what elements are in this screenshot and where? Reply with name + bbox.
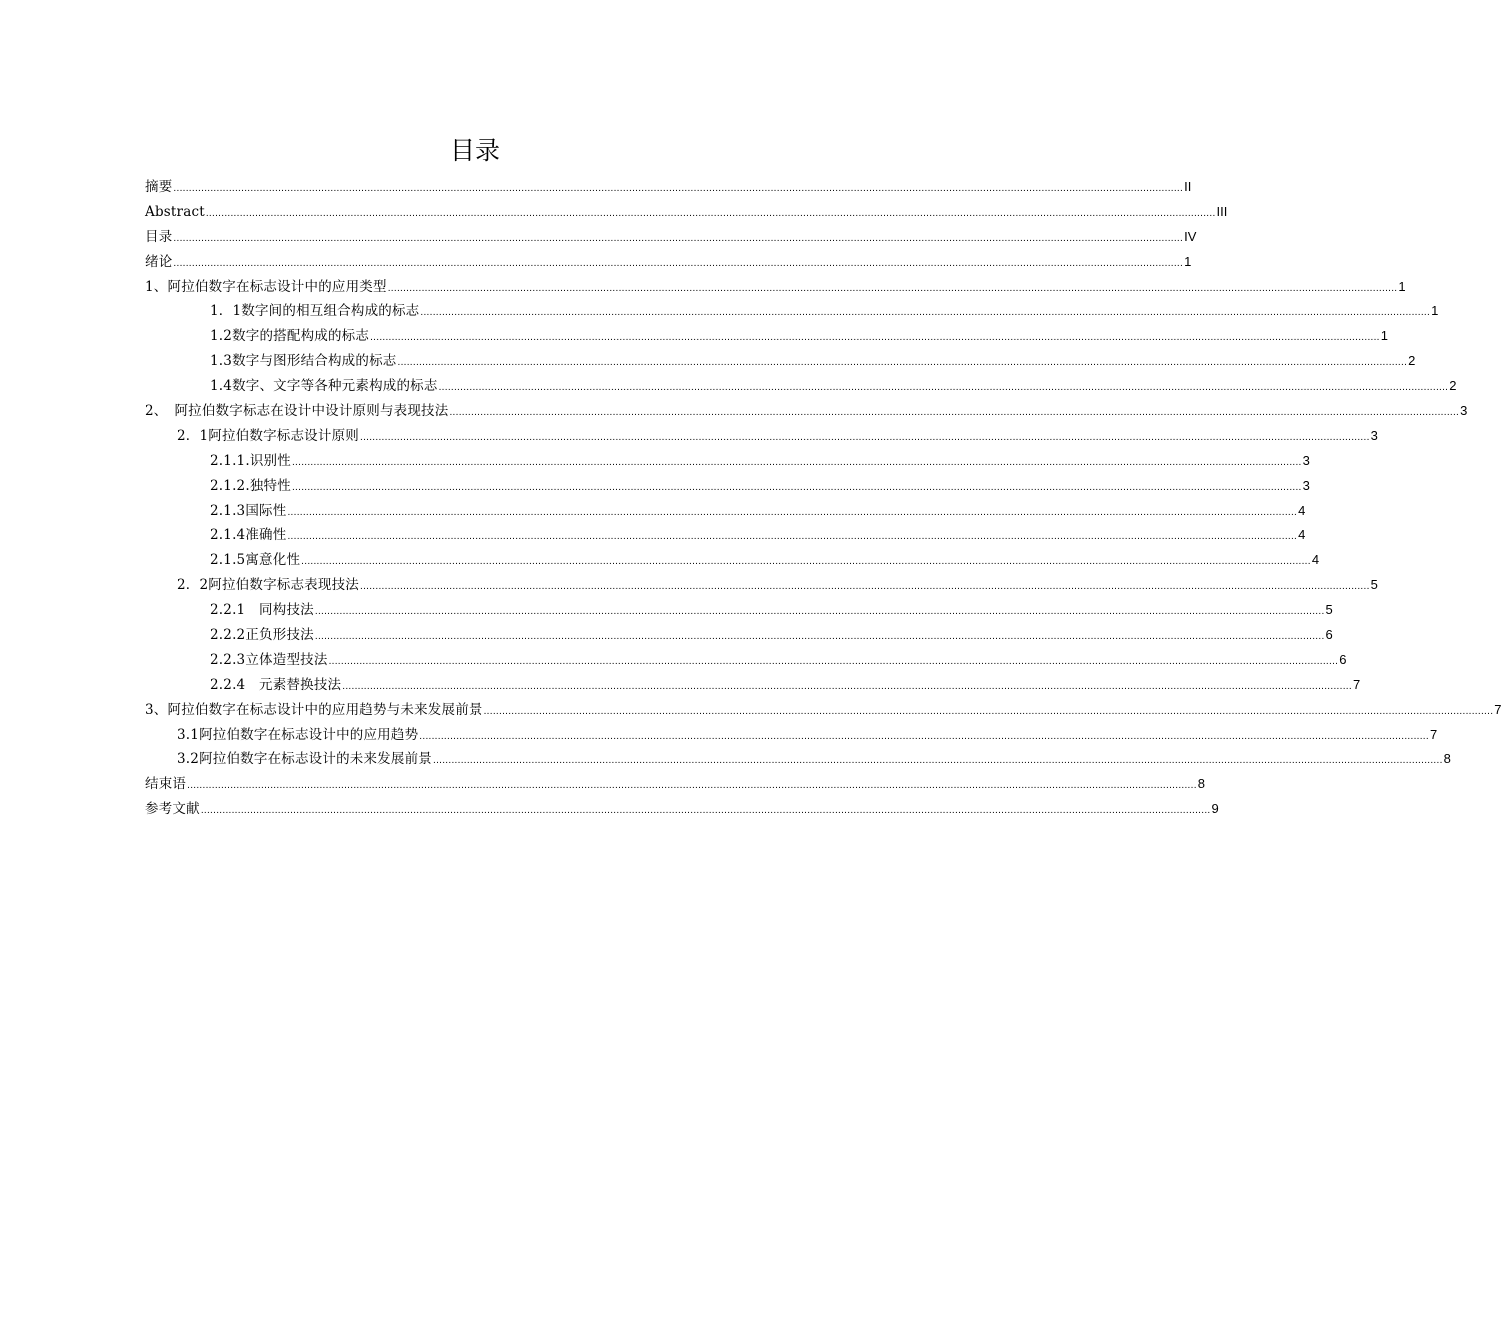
toc-entry[interactable] (145, 797, 1219, 822)
toc-entry[interactable] (145, 225, 1197, 250)
toc-page-number: 1 (1398, 278, 1406, 294)
toc-page-number: 2 (1449, 378, 1457, 394)
toc-entry-text: 1.2数字的搭配构成的标志 (210, 328, 370, 345)
toc-dot-leader: ........................................................................................................................................................................................................................................................................................................................................ (291, 481, 1302, 493)
toc-dot-leader: ........................................................................................................................................................................................................................................................................................................................................ (314, 631, 1325, 643)
toc-entry-text: 2．1阿拉伯数字标志设计原则 (177, 427, 359, 444)
toc-entry-text: 1．1数字间的相互组合构成的标志 (210, 303, 420, 320)
toc-dot-leader: ........................................................................................................................................................................................................................................................................................................................................ (187, 780, 1197, 792)
toc-page-number: 5 (1370, 577, 1378, 593)
toc-dot-leader: ........................................................................................................................................................................................................................................................................................................................................ (359, 431, 1370, 443)
toc-dot-leader: ........................................................................................................................................................................................................................................................................................................................................ (359, 581, 1370, 593)
toc-page-number: 2 (1408, 353, 1416, 369)
toc-dot-leader: ........................................................................................................................................................................................................................................................................................................................................ (449, 407, 1460, 419)
toc-page-number: 4 (1298, 502, 1306, 518)
toc-entry-text: 2.2.4 元素替换技法 (210, 676, 342, 693)
toc-page-number: IV (1184, 228, 1197, 244)
toc-entry-text: 2.1.5寓意化性 (210, 552, 301, 569)
toc-page-number: II (1184, 179, 1192, 194)
toc-entry[interactable] (145, 474, 1310, 499)
toc-entry-text: 结束语 (145, 776, 187, 793)
toc-dot-leader: ........................................................................................................................................................................................................................................................................................................................................ (342, 680, 1352, 692)
toc-entry-text: 2.1.1.识别性 (210, 452, 291, 469)
toc-entry[interactable] (145, 324, 1388, 349)
toc-dot-leader: ........................................................................................................................................................................................................................................................................................................................................ (205, 207, 1216, 219)
toc-entry-text: 1.4数字、文字等各种元素构成的标志 (210, 378, 438, 395)
toc-dot-leader: ........................................................................................................................................................................................................................................................................................................................................ (328, 655, 1339, 667)
toc-dot-leader: ........................................................................................................................................................................................................................................................................................................................................ (438, 382, 1449, 394)
toc-page-number: 9 (1211, 801, 1219, 817)
toc-dot-leader: ........................................................................................................................................................................................................................................................................................................................................ (387, 282, 1398, 294)
toc-page-number: 7 (1352, 676, 1361, 692)
toc-entry[interactable] (145, 424, 1378, 449)
toc-entry-text: 绪论 (145, 253, 173, 270)
toc-dot-leader: ........................................................................................................................................................................................................................................................................................................................................ (200, 805, 1211, 817)
toc-entry[interactable] (145, 747, 1451, 772)
toc-entry-text: 3、阿拉伯数字在标志设计中的应用趋势与未来发展前景 (145, 701, 483, 718)
toc-entry-text: 3.2阿拉伯数字在标志设计的未来发展前景 (177, 751, 432, 768)
toc-page-number: 8 (1197, 776, 1206, 792)
toc-dot-leader: ........................................................................................................................................................................................................................................................................................................................................ (314, 606, 1325, 618)
toc-page-number: 5 (1325, 602, 1333, 618)
toc-page-number: 7 (1429, 726, 1438, 742)
toc-page-number: 3 (1302, 452, 1310, 468)
toc-entry[interactable] (145, 250, 1192, 275)
toc-page-number: 4 (1311, 552, 1320, 568)
toc-dot-leader: ........................................................................................................................................................................................................................................................................................................................................ (291, 456, 1302, 468)
toc-entry-text: 2.2.3立体造型技法 (210, 651, 328, 668)
toc-entry[interactable] (145, 449, 1310, 474)
toc-entry[interactable] (145, 723, 1438, 748)
toc-entry-text: 2、 阿拉伯数字标志在设计中设计原则与表现技法 (145, 403, 449, 420)
toc-page-number: 6 (1325, 627, 1333, 643)
toc-entry-text: 摘要 (145, 179, 173, 195)
toc-entry-text: 2.1.3国际性 (210, 502, 287, 519)
toc-entry-text: 目录 (145, 228, 173, 245)
toc-dot-leader: ........................................................................................................................................................................................................................................................................................................................................ (301, 556, 1311, 568)
toc-dot-leader: ........................................................................................................................................................................................................................................................................................................................................ (483, 705, 1494, 717)
toc-entry[interactable] (145, 573, 1378, 598)
toc-page-number: 3 (1302, 477, 1310, 493)
toc-entry-text: Abstract (145, 203, 205, 220)
toc-dot-leader: ........................................................................................................................................................................................................................................................................................................................................ (419, 730, 1429, 742)
toc-entry-text: 1、阿拉伯数字在标志设计中的应用类型 (145, 278, 387, 295)
toc-entry[interactable] (145, 349, 1416, 374)
toc-page-number: 1 (1184, 253, 1192, 269)
toc-entry[interactable] (145, 499, 1306, 524)
toc-page-number: III (1216, 203, 1228, 219)
toc-dot-leader: ........................................................................................................................................................................................................................................................................................................................................ (173, 257, 1184, 269)
toc-page-number: 6 (1339, 651, 1347, 667)
toc-dot-leader: ........................................................................................................................................................................................................................................................................................................................................ (370, 332, 1380, 344)
toc-page-number: 4 (1298, 527, 1306, 543)
toc-entry[interactable] (145, 648, 1347, 673)
toc-entry[interactable] (145, 548, 1320, 573)
toc-entry[interactable] (145, 374, 1457, 399)
toc-dot-leader: ........................................................................................................................................................................................................................................................................................................................................ (287, 506, 1298, 518)
toc-dot-leader: ........................................................................................................................................................................................................................................................................................................................................ (173, 232, 1184, 244)
toc-entry[interactable] (145, 175, 1192, 200)
toc-entry-text: 3.1阿拉伯数字在标志设计中的应用趋势 (177, 726, 419, 743)
toc-page-number: 1 (1431, 303, 1439, 319)
table-of-contents (145, 175, 1502, 822)
toc-page-number: 1 (1380, 328, 1388, 344)
toc-page-number: 3 (1370, 427, 1378, 443)
toc-dot-leader: ........................................................................................................................................................................................................................................................................................................................................ (420, 307, 1431, 319)
toc-entry[interactable] (145, 623, 1333, 648)
toc-title: 目录 (449, 136, 500, 165)
toc-dot-leader: ........................................................................................................................................................................................................................................................................................................................................ (287, 531, 1298, 543)
toc-entry-text: 2.2.1 同构技法 (210, 602, 314, 619)
toc-entry[interactable] (145, 399, 1468, 424)
toc-entry[interactable] (145, 698, 1502, 723)
toc-entry-text: 2.1.2.独特性 (210, 477, 291, 494)
toc-entry-text: 参考文献 (145, 801, 200, 818)
toc-entry[interactable] (145, 200, 1228, 225)
toc-page-number: 7 (1494, 701, 1502, 717)
toc-entry[interactable] (145, 673, 1361, 698)
toc-entry-text: 2．2阿拉伯数字标志表现技法 (177, 577, 359, 594)
toc-entry[interactable] (145, 299, 1439, 324)
toc-page-number: 8 (1443, 751, 1451, 767)
toc-entry[interactable] (145, 772, 1206, 797)
toc-entry[interactable] (145, 523, 1306, 548)
toc-dot-leader: ........................................................................................................................................................................................................................................................................................................................................ (173, 183, 1184, 194)
toc-entry-text: 2.2.2正负形技法 (210, 627, 314, 644)
toc-dot-leader: ........................................................................................................................................................................................................................................................................................................................................ (397, 357, 1408, 369)
toc-entry-text: 1.3数字与图形结合构成的标志 (210, 353, 397, 370)
toc-entry[interactable] (145, 275, 1406, 300)
toc-entry-text: 2.1.4准确性 (210, 527, 287, 544)
toc-dot-leader: ........................................................................................................................................................................................................................................................................................................................................ (432, 755, 1443, 767)
toc-page-number: 3 (1460, 403, 1468, 419)
toc-entry[interactable] (145, 598, 1333, 623)
